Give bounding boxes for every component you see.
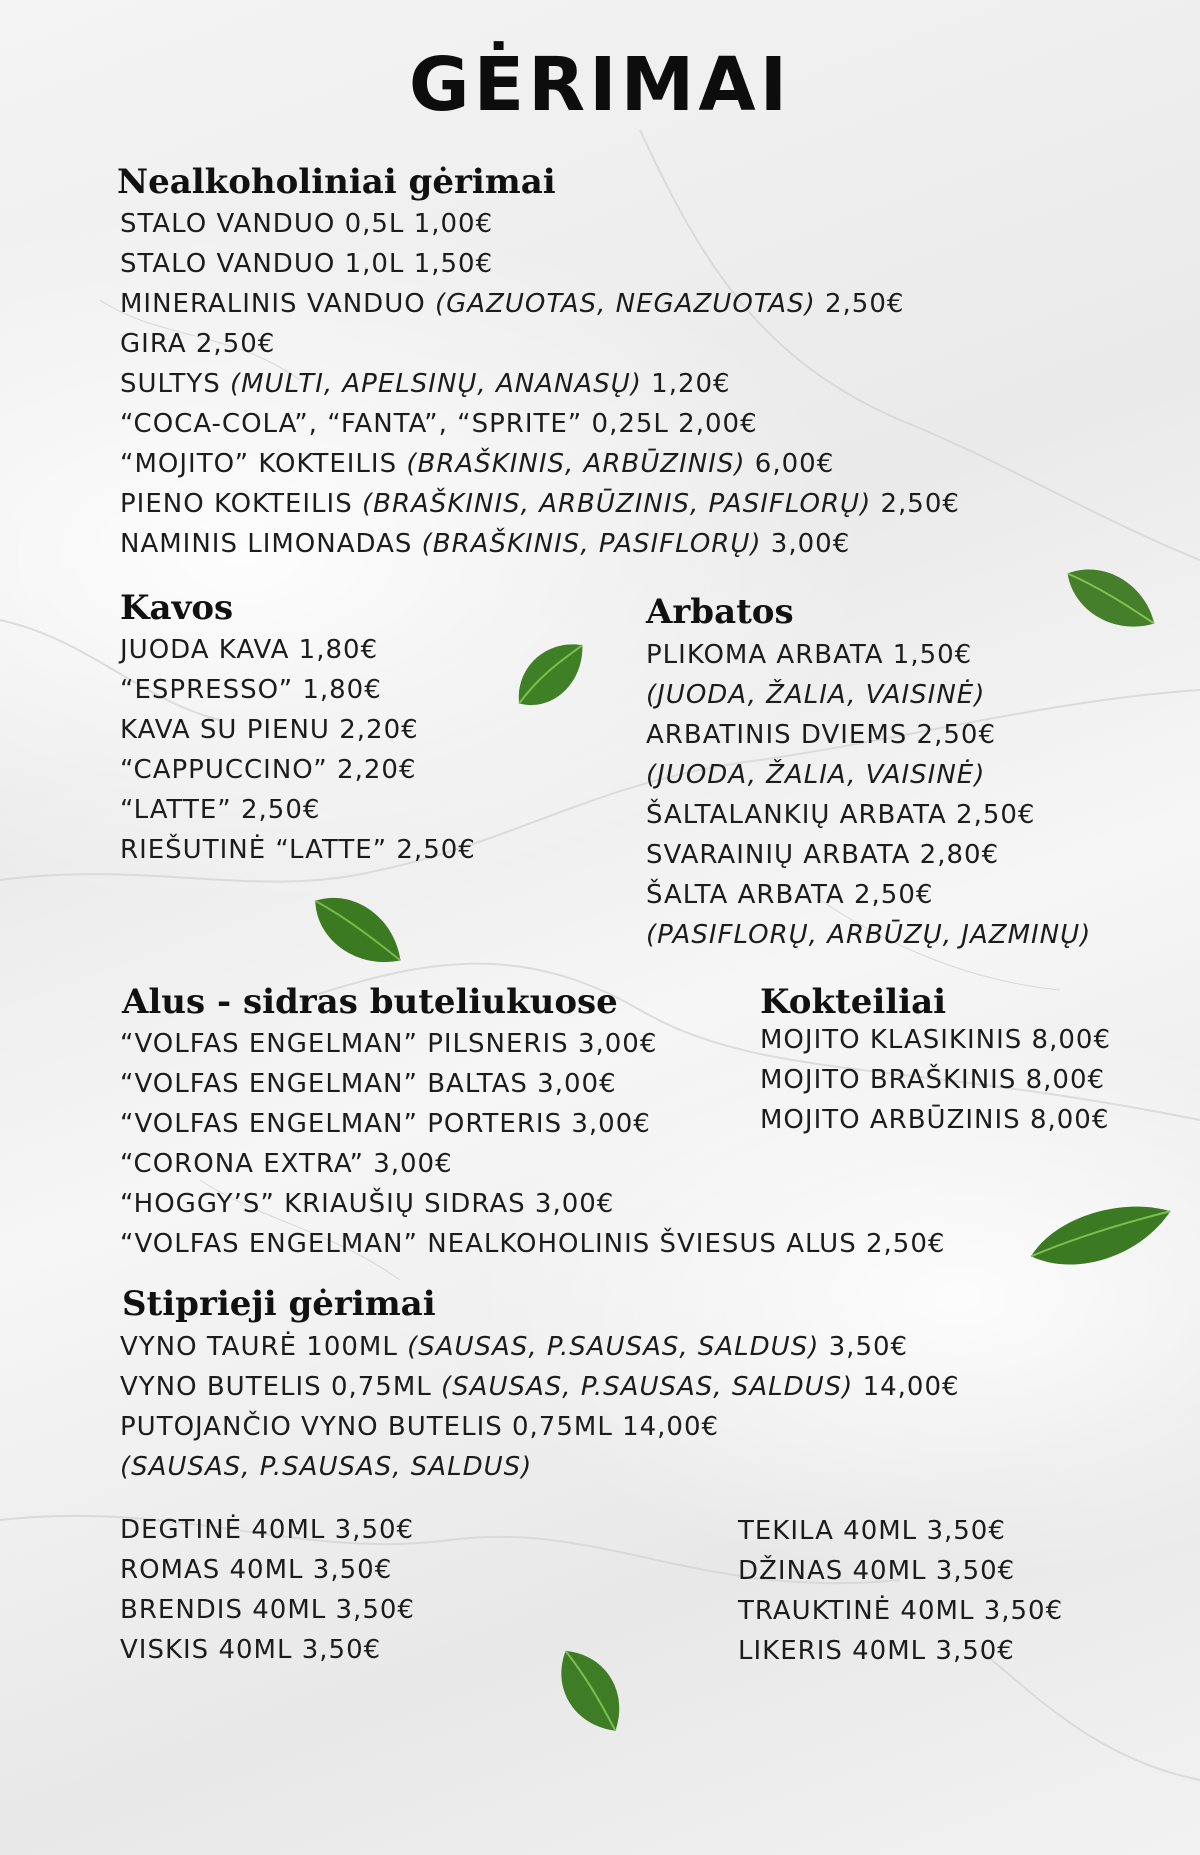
menu-item-name: TRAUKTINĖ 40ML	[738, 1596, 975, 1626]
menu-item	[120, 444, 960, 484]
menu-item-name: ARBATINIS DVIEMS	[646, 720, 908, 750]
menu-item-name: “VOLFAS ENGELMAN” PILSNERIS	[120, 1029, 569, 1059]
menu-item-price: 14,00€	[622, 1412, 720, 1442]
menu-item-name: “VOLFAS ENGELMAN” BALTAS	[120, 1069, 528, 1099]
menu-item-note: (PASIFLORŲ, ARBŪZŲ, JAZMINŲ)	[646, 920, 1092, 950]
menu-item	[120, 404, 960, 444]
leaf-icon	[1020, 1195, 1180, 1275]
menu-item-name: VYNO TAURĖ 100ML	[120, 1332, 398, 1362]
menu-item-price: 6,00€	[754, 449, 835, 479]
menu-item-price: 2,50€	[916, 720, 996, 750]
menu-item-price: 1,50€	[413, 249, 494, 279]
menu-item-note: (BRAŠKINIS, PASIFLORŲ)	[421, 529, 762, 559]
menu-item-price: 3,50€	[334, 1515, 415, 1545]
menu-item-price: 8,00€	[1029, 1105, 1110, 1135]
menu-item	[120, 524, 960, 564]
menu-item	[120, 1144, 945, 1184]
menu-item-name: “CAPPUCCINO”	[120, 755, 328, 785]
menu-item-price: 2,00€	[678, 409, 758, 439]
menu-item	[120, 324, 960, 364]
menu-item-note: (MULTI, APELSINŲ, ANANASŲ)	[229, 369, 642, 399]
menu-item-name: TEKILA 40ML	[738, 1516, 918, 1546]
menu-item-name: STALO VANDUO 0,5L	[120, 209, 405, 239]
menu-item	[120, 1590, 415, 1630]
menu-item-name: ŠALTA ARBATA	[646, 880, 845, 910]
menu-item	[120, 484, 960, 524]
menu-item	[760, 1060, 1111, 1100]
menu-item-name: NAMINIS LIMONADAS	[120, 529, 413, 559]
menu-item	[120, 1224, 945, 1264]
menu-item-price: 2,20€	[337, 755, 417, 785]
menu-item-price: 2,80€	[919, 840, 1000, 870]
leaf-icon	[540, 1630, 640, 1750]
menu-item	[738, 1591, 1063, 1631]
menu-item-price: 3,00€	[537, 1069, 617, 1099]
menu-item	[120, 1630, 415, 1670]
menu-item-price: 2,50€	[865, 1229, 946, 1259]
menu-item-price: 3,50€	[983, 1596, 1064, 1626]
menu-item-price: 2,50€	[241, 795, 321, 825]
menu-item	[646, 755, 1091, 795]
menu-item-price: 1,50€	[892, 640, 973, 670]
menu-item-note: (BRAŠKINIS, ARBŪZINIS)	[406, 449, 746, 479]
menu-item-price: 14,00€	[862, 1372, 960, 1402]
leaf-icon	[1055, 548, 1165, 648]
menu-item-note: (SAUSAS, P.SAUSAS, SALDUS)	[120, 1452, 533, 1482]
menu-item-note: (SAUSAS, P.SAUSAS, SALDUS)	[441, 1372, 854, 1402]
menu-item	[646, 675, 1091, 715]
menu-item-price: 3,00€	[373, 1149, 453, 1179]
section-heading-alus: Alus - sidras buteliukuose	[122, 982, 618, 1022]
menu-item	[738, 1631, 1063, 1671]
menu-item-name: “COCA-COLA”, “FANTA”, “SPRITE” 0,25L	[120, 409, 669, 439]
nealkoholiniai-list	[120, 204, 960, 564]
section-heading-stiprieji: Stiprieji gėrimai	[122, 1284, 436, 1324]
section-heading-kokteiliai: Kokteiliai	[760, 982, 947, 1022]
menu-item-price: 3,50€	[312, 1555, 393, 1585]
section-heading-kavos: Kavos	[120, 588, 234, 628]
menu-item-price: 8,00€	[1025, 1065, 1106, 1095]
menu-item	[120, 830, 476, 870]
menu-item-name: “CORONA EXTRA”	[120, 1149, 364, 1179]
menu-item	[120, 364, 960, 404]
menu-item-note: (GAZUOTAS, NEGAZUOTAS)	[434, 289, 816, 319]
menu-item	[738, 1511, 1063, 1551]
menu-item-name: VISKIS 40ML	[120, 1635, 293, 1665]
menu-item	[120, 710, 476, 750]
menu-item-name: KAVA SU PIENU	[120, 715, 330, 745]
menu-item-name: “ESPRESSO”	[120, 675, 294, 705]
stiprieji-right-list	[738, 1511, 1063, 1671]
menu-item	[120, 204, 960, 244]
menu-item-name: VYNO BUTELIS 0,75ML	[120, 1372, 432, 1402]
menu-item-name: “VOLFAS ENGELMAN” NEALKOHOLINIS ŠVIESUS ALUS	[120, 1229, 857, 1259]
menu-item-name: ŠALTALANKIŲ ARBATA	[646, 800, 947, 830]
menu-item-name: “VOLFAS ENGELMAN” PORTERIS	[120, 1109, 563, 1139]
menu-item	[738, 1551, 1063, 1591]
menu-item-name: JUODA KAVA	[120, 635, 290, 665]
menu-item-name: SVARAINIŲ ARBATA	[646, 840, 911, 870]
leaf-icon	[500, 625, 600, 725]
menu-item	[120, 1367, 960, 1407]
menu-item	[646, 875, 1091, 915]
menu-item	[760, 1020, 1111, 1060]
menu-item-price: 2,50€	[396, 835, 476, 865]
menu-item-name: MOJITO KLASIKINIS	[760, 1025, 1023, 1055]
menu-item-name: “LATTE”	[120, 795, 232, 825]
menu-item-name: “MOJITO” KOKTEILIS	[120, 449, 398, 479]
menu-item-price: 3,50€	[828, 1332, 909, 1362]
menu-item	[120, 244, 960, 284]
menu-item-name: PLIKOMA ARBATA	[646, 640, 884, 670]
menu-item	[120, 1510, 415, 1550]
section-heading-arbatos: Arbatos	[646, 592, 794, 632]
menu-item-note: (JUODA, ŽALIA, VAISINĖ)	[646, 680, 986, 710]
menu-item-price: 3,50€	[301, 1635, 382, 1665]
kavos-list	[120, 630, 476, 870]
menu-item	[120, 790, 476, 830]
menu-item-price: 3,50€	[935, 1636, 1015, 1666]
menu-item-name: DEGTINĖ 40ML	[120, 1515, 326, 1545]
menu-item-price: 1,00€	[413, 209, 494, 239]
menu-item-price: 1,80€	[298, 635, 379, 665]
menu-item-name: GIRA	[120, 329, 187, 359]
menu-item-price: 1,20€	[651, 369, 731, 399]
menu-item-name: PUTOJANČIO VYNO BUTELIS 0,75ML	[120, 1412, 613, 1442]
menu-item-name: ROMAS 40ML	[120, 1555, 304, 1585]
menu-item	[646, 915, 1091, 955]
menu-item	[120, 1447, 960, 1487]
leaf-icon	[300, 880, 415, 980]
menu-item-price: 3,00€	[577, 1029, 658, 1059]
menu-item-price: 3,00€	[770, 529, 851, 559]
menu-item	[646, 795, 1091, 835]
menu-item	[120, 1327, 960, 1367]
menu-item-name: MINERALINIS VANDUO	[120, 289, 426, 319]
menu-item	[646, 835, 1091, 875]
menu-item-note: (JUODA, ŽALIA, VAISINĖ)	[646, 760, 986, 790]
menu-item-name: MOJITO BRAŠKINIS	[760, 1065, 1017, 1095]
menu-item	[120, 1550, 415, 1590]
menu-item-price: 1,80€	[302, 675, 382, 705]
kokteiliai-list	[760, 1020, 1111, 1140]
menu-item-price: 2,50€	[824, 289, 905, 319]
menu-item-name: “HOGGY’S” KRIAUŠIŲ SIDRAS	[120, 1189, 526, 1219]
menu-item-name: STALO VANDUO 1,0L	[120, 249, 405, 279]
menu-item	[120, 1184, 945, 1224]
menu-item-price: 8,00€	[1031, 1025, 1111, 1055]
stiprieji-list	[120, 1327, 960, 1487]
arbatos-list	[646, 635, 1091, 955]
menu-item-name: RIEŠUTINĖ “LATTE”	[120, 835, 388, 865]
menu-item-note: (SAUSAS, P.SAUSAS, SALDUS)	[407, 1332, 820, 1362]
menu-item	[120, 670, 476, 710]
menu-item	[120, 750, 476, 790]
menu-item-name: BRENDIS 40ML	[120, 1595, 327, 1625]
menu-item-name: SULTYS	[120, 369, 221, 399]
menu-item	[120, 1407, 960, 1447]
menu-item-price: 2,50€	[853, 880, 934, 910]
menu-item-price: 2,50€	[195, 329, 276, 359]
menu-item-name: PIENO KOKTEILIS	[120, 489, 353, 519]
menu-item-price: 3,00€	[571, 1109, 651, 1139]
menu-item-name: LIKERIS 40ML	[738, 1636, 927, 1666]
menu-item-price: 3,00€	[534, 1189, 615, 1219]
menu-item-price: 3,50€	[935, 1556, 1016, 1586]
menu-item-price: 2,20€	[339, 715, 419, 745]
menu-item-name: DŽINAS 40ML	[738, 1556, 927, 1586]
menu-item-name: MOJITO ARBŪZINIS	[760, 1105, 1021, 1135]
menu-item-price: 3,50€	[335, 1595, 415, 1625]
menu-item	[760, 1100, 1111, 1140]
menu-item-price: 2,50€	[956, 800, 1036, 830]
menu-item	[646, 635, 1091, 675]
menu-item-price: 2,50€	[880, 489, 960, 519]
menu-item	[646, 715, 1091, 755]
menu-item	[120, 630, 476, 670]
menu-item	[120, 284, 960, 324]
menu-title: GĖRIMAI	[408, 42, 792, 128]
stiprieji-left-list	[120, 1510, 415, 1670]
menu-item-price: 3,50€	[926, 1516, 1006, 1546]
menu-item-note: (BRAŠKINIS, ARBŪZINIS, PASIFLORŲ)	[361, 489, 872, 519]
section-heading-nealkoholiniai: Nealkoholiniai gėrimai	[117, 162, 556, 202]
